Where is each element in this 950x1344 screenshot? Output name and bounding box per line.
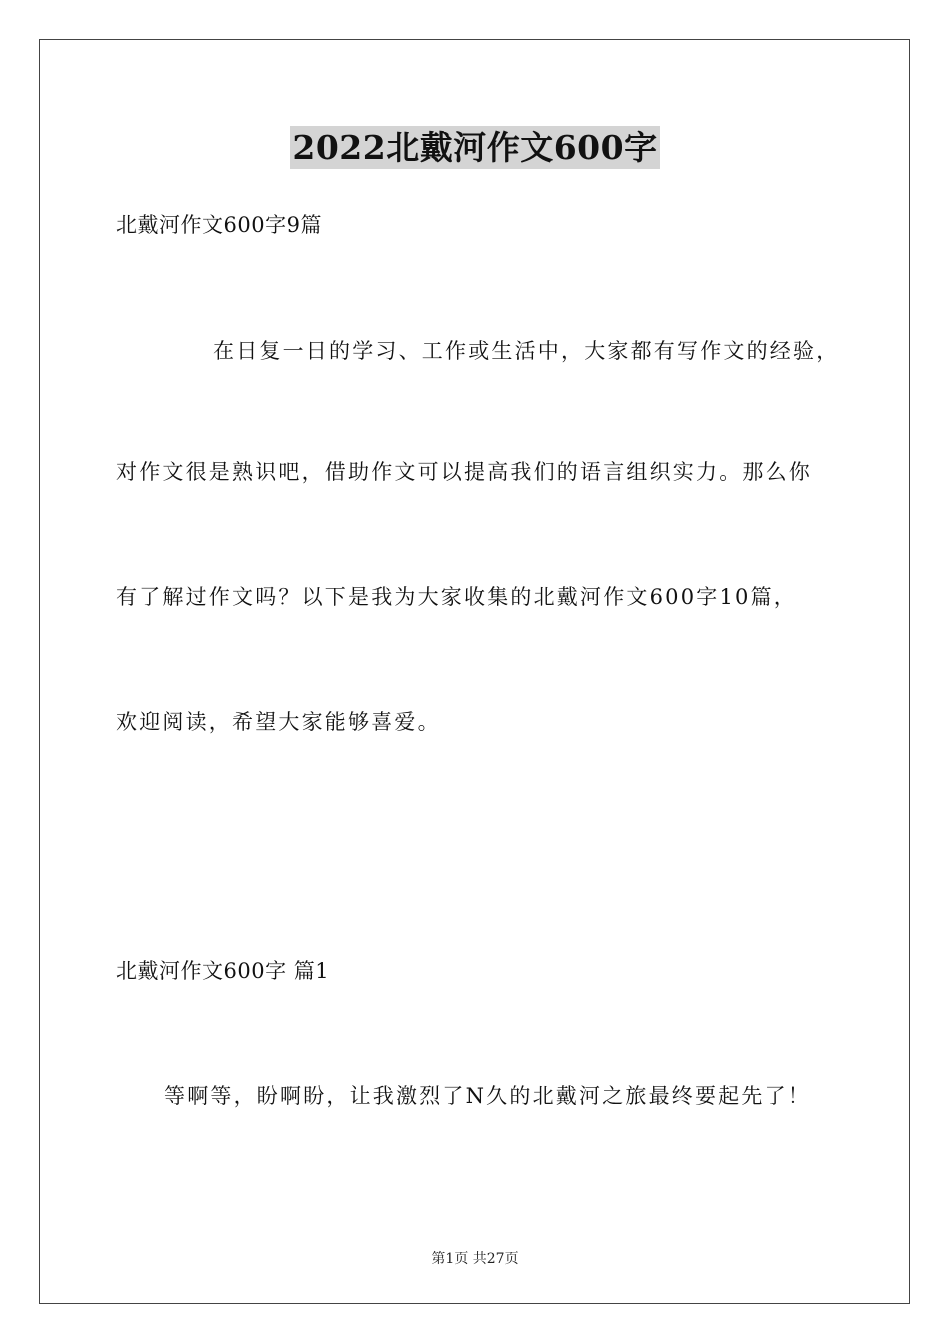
document-title-text: 2022北戴河作文600字 <box>292 128 658 167</box>
paragraph-line: 在日复一日的学习、工作或生活中，大家都有写作文的经验， <box>213 339 840 363</box>
section-heading: 北戴河作文600字 篇1 <box>116 959 330 983</box>
section-paragraph-line: 等啊等，盼啊盼，让我激烈了N久的北戴河之旅最终要起先了！ <box>164 1084 811 1108</box>
page-footer: 第1页 共27页 <box>431 1251 519 1267</box>
paragraph-line: 对作文很是熟识吧，借助作文可以提高我们的语言组织实力。那么你 <box>116 460 812 484</box>
paragraph-line: 有了解过作文吗？以下是我为大家收集的北戴河作文600字10篇， <box>116 585 798 609</box>
document-title <box>0 128 950 168</box>
document-subtitle: 北戴河作文600字9篇 <box>116 213 322 237</box>
paragraph-line: 欢迎阅读，希望大家能够喜爱。 <box>116 710 441 734</box>
